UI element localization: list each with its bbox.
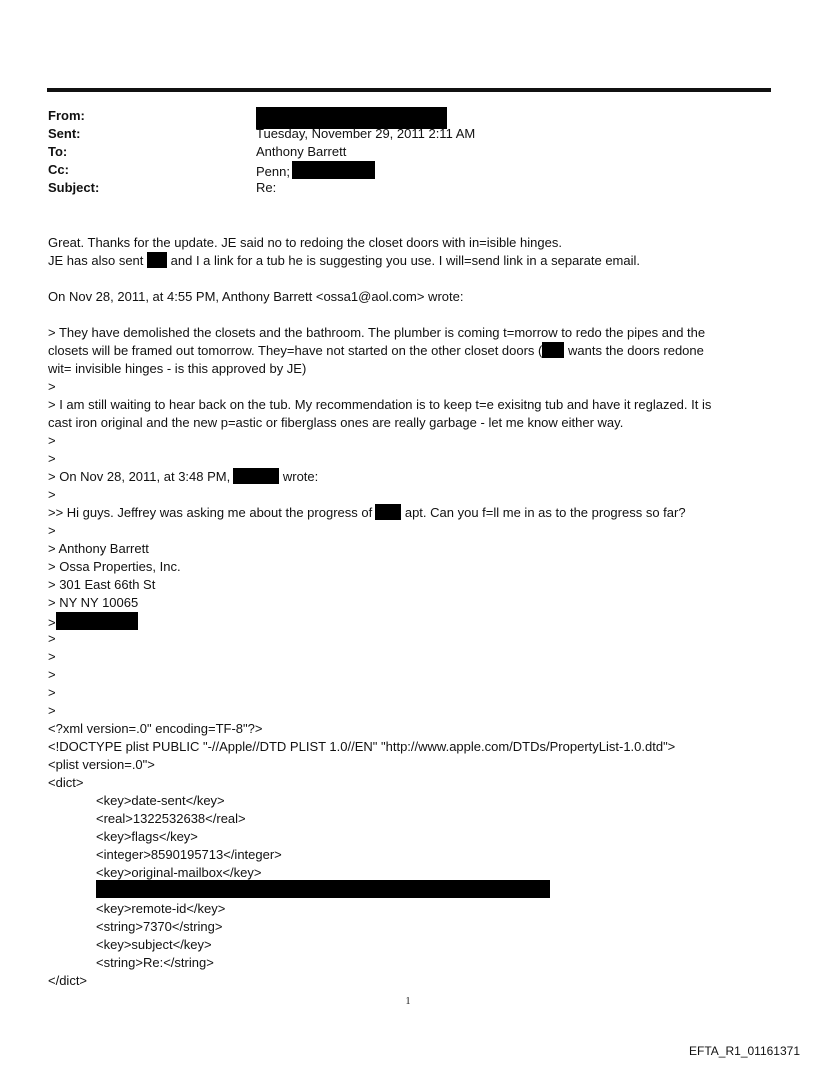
body-line: > bbox=[48, 433, 56, 448]
body-line: > bbox=[48, 631, 56, 646]
from-label: From: bbox=[48, 108, 85, 123]
body-line bbox=[48, 468, 318, 486]
page-number: 1 bbox=[405, 996, 411, 1007]
body-line: Great. Thanks for the update. JE said no to redoing the closet doors with in=isible hinges. bbox=[48, 235, 562, 250]
to-value: Anthony Barrett bbox=[256, 144, 347, 159]
redaction-box bbox=[147, 252, 167, 268]
body-line: > bbox=[48, 703, 56, 718]
text-segment: > bbox=[48, 615, 56, 630]
body-line: > Ossa Properties, Inc. bbox=[48, 559, 181, 574]
body-line: > bbox=[48, 685, 56, 700]
body-line: On Nov 28, 2011, at 4:55 PM, Anthony Barrett <ossa1@aol.com> wrote: bbox=[48, 289, 464, 304]
text-segment: closets will be framed out tomorrow. They=have not started on the other closet doors ( bbox=[48, 343, 543, 358]
body-line bbox=[48, 504, 686, 522]
xml-line: <key>subject</key> bbox=[96, 937, 212, 952]
xml-line: <key>remote-id</key> bbox=[96, 901, 226, 916]
xml-line: <integer>8590195713</integer> bbox=[96, 847, 282, 862]
redaction-box bbox=[292, 161, 375, 179]
text-segment: > On Nov 28, 2011, at 3:48 PM, bbox=[48, 469, 231, 484]
text-segment: JE has also sent bbox=[48, 253, 144, 268]
document-id: EFTA_R1_01161371 bbox=[689, 1044, 800, 1058]
text-segment: apt. Can you f=ll me in as to the progress so far? bbox=[404, 505, 686, 520]
body-line: > I am still waiting to hear back on the tub. My recommendation is to keep t=e exisitng tub and have it reglazed. It is bbox=[48, 397, 712, 412]
text-segment: wants the doors redone bbox=[568, 343, 704, 358]
xml-line: <string>7370</string> bbox=[96, 919, 223, 934]
body-line bbox=[48, 252, 640, 270]
xml-line: <key>original-mailbox</key> bbox=[96, 865, 262, 880]
xml-line: <key>flags</key> bbox=[96, 829, 198, 844]
body-line bbox=[48, 342, 704, 360]
body-line bbox=[48, 612, 138, 632]
cc-label: Cc: bbox=[48, 162, 69, 177]
xml-line: <!DOCTYPE plist PUBLIC "-//Apple//DTD PLIST 1.0//EN" "http://www.apple.com/DTDs/PropertyList-1.0.dtd"> bbox=[48, 739, 676, 754]
redaction-box bbox=[233, 468, 279, 484]
text-segment: wrote: bbox=[282, 469, 319, 484]
cc-text: Penn; bbox=[256, 164, 290, 179]
text-segment: >> Hi guys. Jeffrey was asking me about the progress of bbox=[48, 505, 373, 520]
body-line: > 301 East 66th St bbox=[48, 577, 156, 592]
xml-line: <?xml version=.0" encoding=TF-8"?> bbox=[48, 721, 263, 736]
xml-line: </dict> bbox=[48, 973, 88, 988]
body-line: cast iron original and the new p=astic or fiberglass ones are really garbage - let me know either way. bbox=[48, 415, 624, 430]
xml-line: <string>Re:</string> bbox=[96, 955, 214, 970]
xml-line: <real>1322532638</real> bbox=[96, 811, 246, 826]
sent-label: Sent: bbox=[48, 126, 81, 141]
body-line: > NY NY 10065 bbox=[48, 595, 139, 610]
body-line: > bbox=[48, 487, 56, 502]
subject-value: Re: bbox=[256, 180, 277, 195]
body-line: > bbox=[48, 667, 56, 682]
header-rule bbox=[47, 88, 771, 92]
body-line: > They have demolished the closets and the bathroom. The plumber is coming t=morrow to redo the pipes and the bbox=[48, 325, 706, 340]
body-line: > bbox=[48, 649, 56, 664]
xml-line bbox=[96, 880, 550, 900]
xml-line: <plist version=.0"> bbox=[48, 757, 155, 772]
cc-value bbox=[256, 161, 375, 181]
redaction-box bbox=[375, 504, 401, 520]
body-line: > bbox=[48, 379, 56, 394]
body-line: wit= invisible hinges - is this approved by JE) bbox=[48, 361, 307, 376]
body-line: > bbox=[48, 523, 56, 538]
text-segment: and I a link for a tub he is suggesting you use. I will=send link in a separate email. bbox=[170, 253, 640, 268]
body-line: > bbox=[48, 451, 56, 466]
subject-label: Subject: bbox=[48, 180, 100, 195]
body-line: > Anthony Barrett bbox=[48, 541, 149, 556]
redaction-box bbox=[96, 880, 550, 898]
to-label: To: bbox=[48, 144, 68, 159]
xml-line: <key>date-sent</key> bbox=[96, 793, 225, 808]
xml-line: <dict> bbox=[48, 775, 84, 790]
redaction-box bbox=[542, 342, 564, 358]
sent-value: Tuesday, November 29, 2011 2:11 AM bbox=[256, 126, 476, 141]
redaction-box bbox=[56, 612, 138, 630]
